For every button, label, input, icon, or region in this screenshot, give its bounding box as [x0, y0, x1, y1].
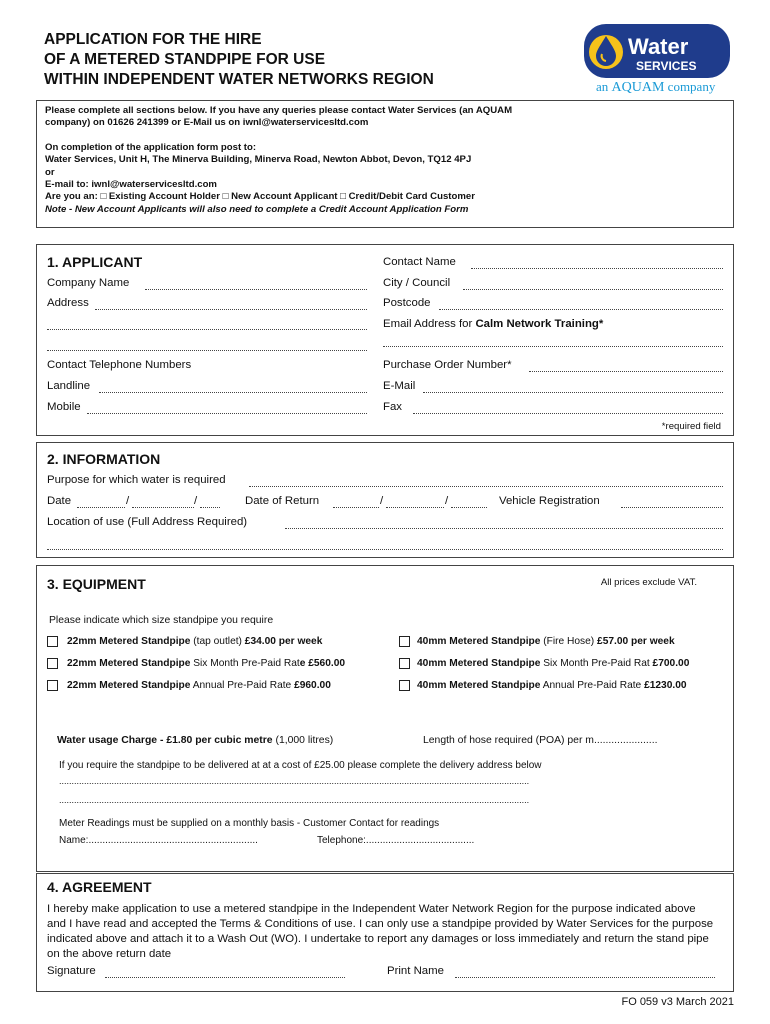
company-name-label: Company Name [47, 277, 130, 289]
account-type-options[interactable]: Are you an: □ Existing Account Holder □ New Account Applicant □ Credit/Debit Card Customer [45, 191, 475, 203]
logo-tagline: an AQUAM company [596, 79, 716, 95]
landline-field[interactable] [99, 392, 367, 393]
print-name-label: Print Name [387, 965, 444, 977]
intro-line-4: Water Services, Unit H, The Minerva Building, Minerva Road, Newton Abbot, Devon, TQ12 4PJ [45, 154, 472, 166]
form-reference: FO 059 v3 March 2021 [621, 996, 734, 1008]
date-sep-1: / [126, 495, 130, 507]
option-40mm-annual-label: 40mm Metered Standpipe Annual Pre-Paid Rate £1230.00 [417, 680, 687, 691]
size-instruction: Please indicate which size standpipe you require [49, 615, 274, 626]
date-return-label: Date of Return [245, 495, 320, 507]
training-email-field[interactable] [383, 346, 723, 347]
form-title [44, 30, 434, 90]
training-email-label: Email Address for Calm Network Training* [383, 318, 604, 330]
address-field-1[interactable] [95, 309, 367, 310]
fax-field[interactable] [413, 413, 723, 414]
option-40mm-weekly-label: 40mm Metered Standpipe (Fire Hose) £57.00 per week [417, 636, 675, 647]
option-40mm-six-month-checkbox[interactable] [399, 658, 410, 669]
information-section [36, 442, 734, 558]
option-22mm-weekly-label: 22mm Metered Standpipe (tap outlet) £34.00 per week [67, 636, 323, 647]
return-day-field[interactable] [333, 507, 379, 508]
fax-label: Fax [383, 401, 402, 413]
date-label: Date [47, 495, 72, 507]
delivery-instruction: If you require the standpipe to be delivered at at a cost of £25.00 please complete the delivery address below [59, 760, 542, 771]
title-line-1: APPLICATION FOR THE HIRE [44, 31, 262, 48]
option-40mm-annual-checkbox[interactable] [399, 680, 410, 691]
option-40mm-weekly-checkbox[interactable] [399, 636, 410, 647]
address-field-2[interactable] [47, 329, 367, 330]
intro-box [36, 100, 734, 228]
email-field[interactable] [423, 392, 723, 393]
date-month-field[interactable] [132, 507, 194, 508]
water-usage-charge: Water usage Charge - £1.80 per cubic metre (1,000 litres) [57, 735, 334, 746]
title-line-3: WITHIN INDEPENDENT WATER NETWORKS REGION [44, 71, 434, 88]
option-22mm-annual-label: 22mm Metered Standpipe Annual Pre-Paid Rate £960.00 [67, 680, 331, 691]
print-name-field[interactable] [455, 977, 715, 978]
city-field[interactable] [463, 289, 723, 290]
company-name-field[interactable] [145, 289, 367, 290]
option-22mm-six-month-checkbox[interactable] [47, 658, 58, 669]
purchase-order-label: Purchase Order Number* [383, 359, 512, 371]
title-line-2: OF A METERED STANDPIPE FOR USE [44, 51, 326, 68]
location-label: Location of use (Full Address Required) [47, 516, 248, 528]
intro-note: Note - New Account Applicants will also need to complete a Credit Account Application Form [45, 203, 469, 215]
required-note: *required field [661, 421, 721, 432]
mobile-field[interactable] [87, 413, 367, 414]
return-month-field[interactable] [386, 507, 444, 508]
date-year-field[interactable] [200, 507, 220, 508]
meter-readings-note: Meter Readings must be supplied on a monthly basis - Customer Contact for readings [59, 818, 440, 829]
return-sep-1: / [380, 495, 384, 507]
agreement-heading: 4. AGREEMENT [47, 879, 152, 895]
vehicle-field[interactable] [621, 507, 723, 508]
purchase-order-field[interactable] [529, 371, 723, 372]
applicant-heading: 1. APPLICANT [47, 254, 143, 270]
email-label: E-Mail [383, 380, 416, 392]
purpose-label: Purpose for which water is required [47, 474, 226, 486]
contact-phone-label: Contact Telephone Numbers [47, 359, 192, 371]
mobile-label: Mobile [47, 401, 81, 413]
option-22mm-annual-checkbox[interactable] [47, 680, 58, 691]
option-22mm-weekly-checkbox[interactable] [47, 636, 58, 647]
option-22mm-six-month-label: 22mm Metered Standpipe Six Month Pre-Paid Rate £560.00 [67, 658, 346, 669]
date-day-field[interactable] [77, 507, 125, 508]
delivery-address-line-1[interactable]: ............................................................................................................................................................................................ [59, 776, 530, 786]
address-field-3[interactable] [47, 350, 367, 351]
reading-contact-telephone-field[interactable]: Telephone:....................................... [317, 835, 475, 846]
option-40mm-six-month-label: 40mm Metered Standpipe Six Month Pre-Paid Rat £700.00 [417, 658, 690, 669]
agreement-section [36, 873, 734, 992]
intro-line-6: E-mail to: iwnl@waterservicesltd.com [45, 179, 217, 191]
postcode-label: Postcode [383, 297, 431, 309]
location-field-2[interactable] [47, 549, 723, 550]
signature-field[interactable] [105, 977, 345, 978]
intro-line-2: company) on 01626 241399 or E-Mail us on iwnl@waterservicesltd.com [45, 117, 369, 129]
vat-note: All prices exclude VAT. [600, 577, 697, 588]
logo-word-water: Water [628, 34, 689, 59]
applicant-section [36, 244, 734, 436]
intro-line-5: or [45, 166, 55, 178]
date-sep-2: / [194, 495, 198, 507]
reading-contact-name-field[interactable]: Name:............................................................. [59, 835, 258, 846]
location-field-1[interactable] [285, 528, 723, 529]
logo-word-services: SERVICES [636, 59, 697, 73]
equipment-heading: 3. EQUIPMENT [47, 576, 146, 592]
purpose-field[interactable] [249, 486, 723, 487]
agreement-text: I hereby make application to use a metered standpipe in the Independent Water Network Region for the purpose indicated above and I have read and accepted the Terms & Conditions of use. I can only use a standpipe provided by Water Services for the purpose indicated above and attach it to a Wash Out (WO). I undertake to report any damages or loss immediately and return the stand pipe on the above return date [47, 903, 714, 960]
hose-length-field[interactable]: Length of hose required (POA) per m...................... [423, 735, 658, 746]
city-label: City / Council [383, 277, 451, 289]
vehicle-label: Vehicle Registration [499, 495, 600, 507]
equipment-section [36, 565, 734, 872]
postcode-field[interactable] [439, 309, 723, 310]
contact-name-label: Contact Name [383, 256, 456, 268]
address-label: Address [47, 297, 89, 309]
intro-line-1: Please complete all sections below. If you have any queries please contact Water Services (an AQUAM [45, 105, 513, 116]
signature-label: Signature [47, 965, 96, 977]
information-heading: 2. INFORMATION [47, 451, 161, 467]
return-sep-2: / [445, 495, 449, 507]
return-year-field[interactable] [451, 507, 487, 508]
contact-name-field[interactable] [471, 268, 723, 269]
delivery-address-line-2[interactable]: ............................................................................................................................................................................................ [59, 795, 530, 805]
landline-label: Landline [47, 380, 91, 392]
intro-line-3: On completion of the application form post to: [45, 141, 257, 153]
